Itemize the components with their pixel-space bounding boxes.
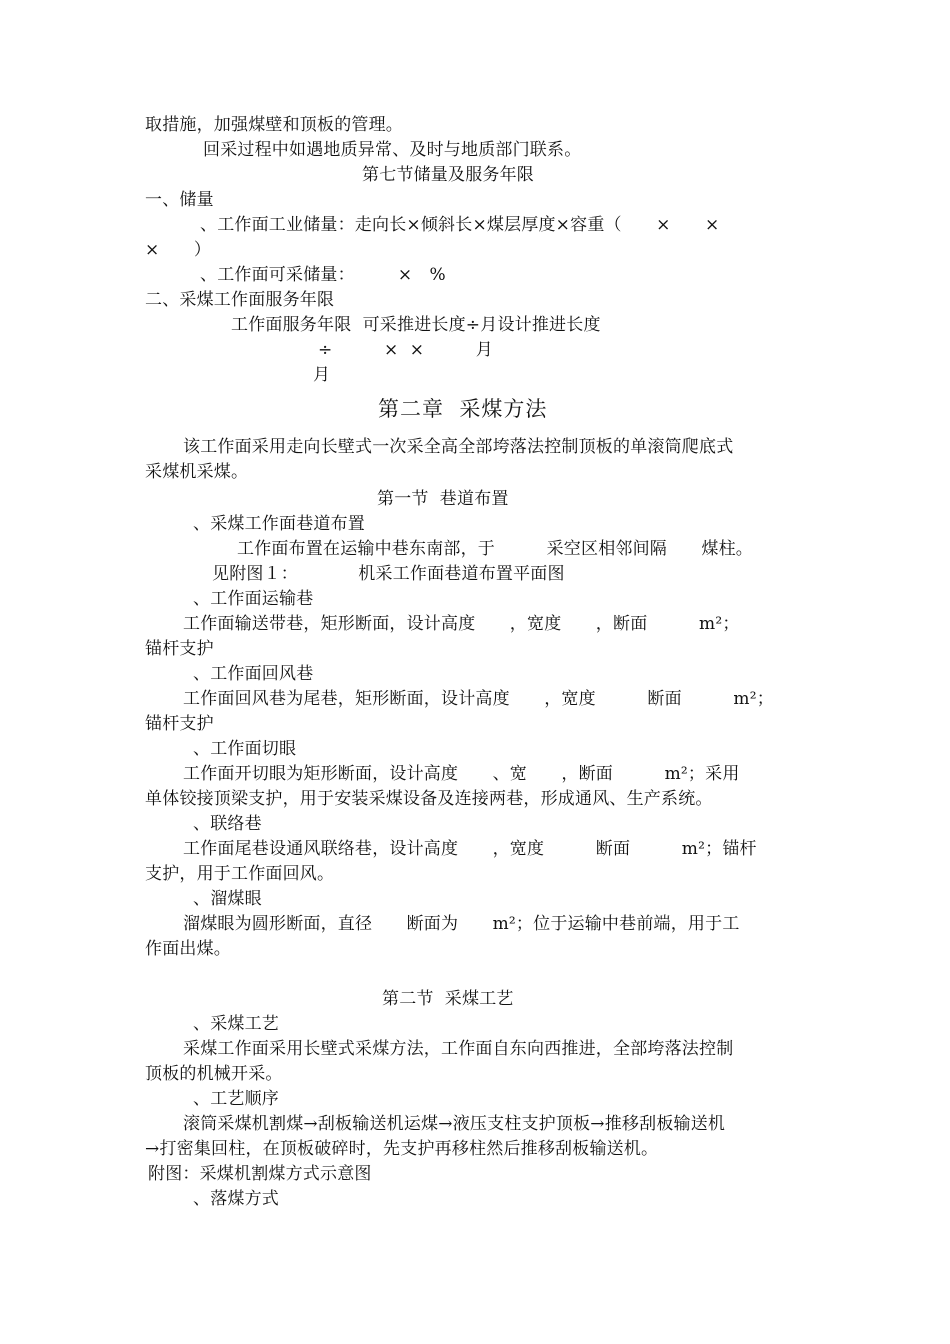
figure-reference: 附图：采煤机割煤方式示意图 [148,1164,372,1184]
text-line: 取措施，加强煤壁和顶板的管理。 [145,115,403,135]
text-line: 工作面输送带巷，矩形断面，设计高度 ，宽度 ，断面 m²； [183,614,740,634]
text-line: 单体铰接顶梁支护，用于安装采煤设备及连接两巷，形成通风、生产系统。 [145,789,713,809]
text-line: 支护，用于工作面回风。 [145,864,335,884]
text-line: 工作面开切眼为矩形断面，设计高度 、宽 ，断面 m²；采用 [183,764,740,784]
text-line: ÷ × × 月 [318,340,493,360]
subsection-heading: 、工作面切眼 [193,739,297,759]
text-line: 一、储量 [145,190,214,210]
text-line: × ） [145,240,212,260]
text-line: 工作面回风巷为尾巷，矩形断面，设计高度 ，宽度 断面 m²； [183,689,774,709]
text-line: 见附图１： 机采工作面巷道布置平面图 [212,564,565,584]
text-line: 月 [313,365,331,385]
text-line: →打密集回柱，在顶板破碎时，先支护再移柱然后推移刮板输送机。 [145,1139,659,1159]
text-line: 、工作面工业储量：走向长×倾斜长×煤层厚度×容重（ × × [200,215,720,235]
text-line: 溜煤眼为圆形断面，直径 断面为 m²；位于运输中巷前端，用于工 [183,914,740,934]
subsection-heading: 、联络巷 [193,814,262,834]
text-line: 作面出煤。 [145,939,231,959]
text-line: 二、采煤工作面服务年限 [145,290,335,310]
subsection-heading: 、落煤方式 [193,1189,279,1209]
section-heading: 第二节 采煤工艺 [382,989,514,1009]
text-line: 采煤工作面采用长壁式采煤方法，工作面自东向西推进，全部垮落法控制 [183,1039,734,1059]
text-line: 滚筒采煤机割煤→刮板输送机运煤→液压支柱支护顶板→推移刮板输送机 [183,1114,726,1134]
subsection-heading: 、采煤工作面巷道布置 [193,514,365,534]
subsection-heading: 、工艺顺序 [193,1089,279,1109]
text-line: 采煤机采煤。 [145,462,249,482]
text-line: 回采过程中如遇地质异常、及时与地质部门联系。 [203,140,582,160]
text-line: 顶板的机械开采。 [145,1064,283,1084]
text-line: 工作面布置在运输中巷东南部，于 采空区相邻间隔 煤柱。 [237,539,753,559]
text-line: 工作面尾巷设通风联络巷，设计高度 ，宽度 断面 m²；锚杆 [183,839,757,859]
chapter-heading: 第二章 采煤方法 [378,397,548,421]
text-line: 、工作面可采储量： × % [200,265,446,285]
text-line: 该工作面采用走向长壁式一次采全高全部垮落法控制顶板的单滚筒爬底式 [183,437,734,457]
text-line: 锚杆支护 [145,639,214,659]
section-heading: 第七节储量及服务年限 [362,165,534,185]
subsection-heading: 、溜煤眼 [193,889,262,909]
text-line: 锚杆支护 [145,714,214,734]
subsection-heading: 、工作面运输巷 [193,589,314,609]
subsection-heading: 、采煤工艺 [193,1014,279,1034]
text-line: 工作面服务年限 可采推进长度÷月设计推进长度 [231,315,601,335]
section-heading: 第一节 巷道布置 [377,489,509,509]
subsection-heading: 、工作面回风巷 [193,664,314,684]
